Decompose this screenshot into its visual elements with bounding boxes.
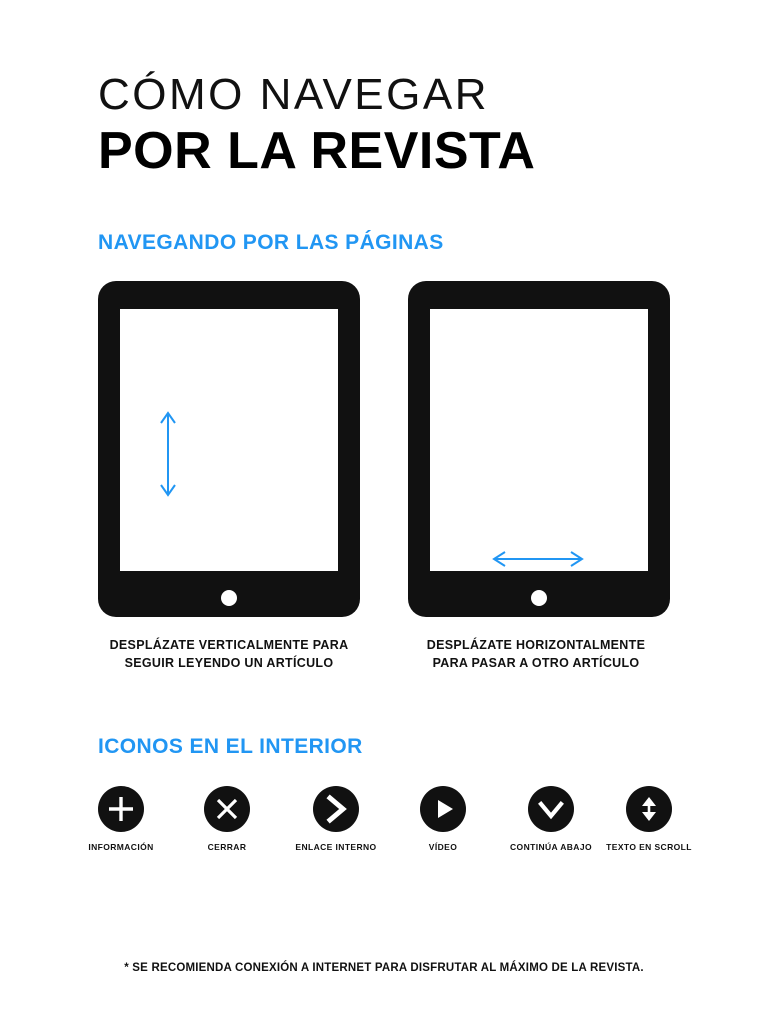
caption-vertical-scroll	[79, 636, 379, 672]
legend-label: CERRAR	[207, 842, 247, 852]
plus-icon	[98, 786, 144, 832]
caption-horizontal-swipe	[386, 636, 686, 672]
footnote: * SE RECOMIENDA CONEXIÓN A INTERNET PARA DISFRUTAR AL MÁXIMO DE LA REVISTA.	[124, 962, 644, 974]
title-line-1: CÓMO NAVEGAR	[98, 70, 490, 119]
tablet-screen	[120, 309, 338, 571]
home-button-icon	[221, 590, 237, 606]
legend-label: TEXTO EN SCROLL	[606, 842, 692, 852]
page-title	[98, 70, 698, 180]
legend-label: INFORMACIÓN	[88, 842, 154, 852]
legend-item-cerrar	[172, 786, 282, 852]
title-line-2: POR LA REVISTA	[98, 122, 536, 180]
icon-legend	[80, 786, 700, 866]
legend-item-continua-abajo	[496, 786, 606, 852]
caption-line-2: PARA PASAR A OTRO ARTÍCULO	[432, 656, 640, 670]
close-icon	[204, 786, 250, 832]
legend-label: ENLACE INTERNO	[295, 842, 377, 852]
chevron-right-icon	[313, 786, 359, 832]
horizontal-swipe-arrow-icon	[490, 547, 586, 571]
vertical-scroll-arrow-icon	[156, 409, 180, 499]
caption-line-1: DESPLÁZATE VERTICALMENTE PARA	[109, 638, 349, 652]
section-heading-icons: ICONOS EN EL INTERIOR	[98, 735, 363, 758]
legend-label: CONTINÚA ABAJO	[510, 842, 592, 852]
legend-item-enlace-interno	[281, 786, 391, 852]
legend-item-texto-en-scroll	[594, 786, 704, 852]
play-icon	[420, 786, 466, 832]
double-arrow-vertical-icon	[626, 786, 672, 832]
legend-item-video	[388, 786, 498, 852]
chevron-down-icon	[528, 786, 574, 832]
home-button-icon	[531, 590, 547, 606]
caption-line-2: SEGUIR LEYENDO UN ARTÍCULO	[124, 656, 334, 670]
tablet-screen	[430, 309, 648, 571]
section-heading-pages: NAVEGANDO POR LAS PÁGINAS	[98, 231, 444, 254]
tablet-illustrations	[98, 281, 670, 621]
tablet-horizontal-swipe	[408, 281, 670, 617]
caption-line-1: DESPLÁZATE HORIZONTALMENTE	[426, 638, 646, 652]
legend-item-informacion	[66, 786, 176, 852]
tablet-vertical-scroll	[98, 281, 360, 617]
legend-label: VÍDEO	[428, 842, 458, 852]
